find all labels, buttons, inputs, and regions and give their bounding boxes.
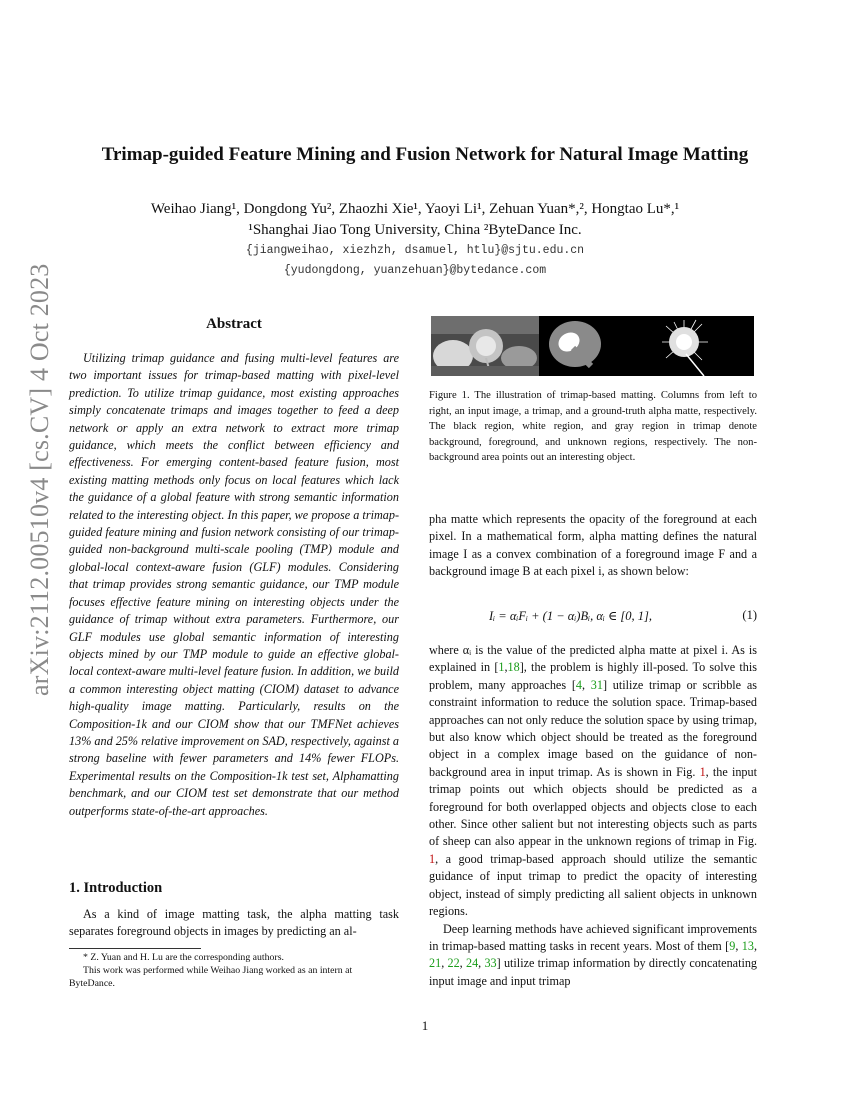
citation-link[interactable]: 22 <box>447 956 460 971</box>
body-paragraph-2: where αᵢ is the value of the predicted alpha matte at pixel i. As is explained in [1,18], the problem is highly ill-posed. To solve this problem, many approaches [4, 31] utilize trimap or scribble as constraint information to reduce the solution space. Trimap-based approaches can not only reduce the solution space by using trimap, but also know which object should be treated as the foreground object in a complex image based on the guidance of non-background area in input trimap. As is shown in Fig. 1, the input trimap points out which objects should be predicted as a foreground for both overlapped objects and objects close to each other. Since other salient but not interesting objects such as parts of sheep can also appear in the unknown regions of trimap in Fig. 1, a good trimap-based approach should utilize the semantic guidance of input trimap to predict the opacity of interesting object, instead of simply predicting all salient objects in unknown regions. <box>429 643 757 919</box>
text-run: where αᵢ is the value of the predicted alpha matte at pixel i. As is explained in [ <box>429 643 757 675</box>
footnote-corresponding: * Z. Yuan and H. Lu are the corresponding authors. <box>83 952 284 963</box>
text-run: , a good trimap-based approach should utilize the semantic guidance of input trimap to predict the opacity of interesting object, instead of simply predicting all salient objects in unknown regions. <box>429 851 757 919</box>
figure-reference-link[interactable]: 1 <box>699 764 706 779</box>
arxiv-stamp: arXiv:2112.00510v4 [cs.CV] 4 Oct 2023 <box>25 263 54 697</box>
text-run: ] utilize trimap information by directly concatenating input image and input trimap <box>429 956 758 988</box>
affiliations-line: ¹Shanghai Jiao Tong University, China ²ByteDance Inc. <box>248 222 582 238</box>
text-run: ], the problem is highly ill-posed. To solve this problem, many approaches [ <box>429 660 757 692</box>
introduction-heading: 1. Introduction <box>69 880 163 896</box>
abstract-text: Utilizing trimap guidance and fusing multi-level features are two important issues for trimap-based matting with pixel-level prediction. To utilize trimap guidance, most existing approaches simply concatenate trimaps and images together to feed a deep network or apply an extra network to extract more trimap guidance, which meets the conflict between efficiency and effectiveness. For emerging content-based feature fusion, most existing matting methods only focus on local features which lack the guidance of a global feature with strong semantic information related to the interesting object. In this paper, we propose a trimap-guided feature mining and fusion network consisting of our trimap-guided non-background multi-scale pooling (TMP) module and global-local context-aware fusion (GLF) modules. Considering that trimap provides strong semantic guidance, our TMP module focuses effective feature mining on interesting objects under the guidance of trimap without extra parameters. Furthermore, our GLF modules use global semantic information of interesting objects mined by our TMP module to guide an effective global-local context-aware multi-level feature fusion. In addition, we build a common interesting object matting (CIOM) dataset to advance high-quality image matting. Particularly, results on the Composition-1k and our CIOM show that our TMFNet achieves 13% and 25% relative improvement on SAD, respectively, against a strong baseline with fewer parameters and 14% fewer FLOPs. Experimental results on the Composition-1k test set, Alphamatting benchmark, and our CIOM test set demonstrate that our method outperforms state-of-the-art approaches. <box>69 351 400 818</box>
alpha-matte-panel <box>646 316 754 376</box>
page-number: 1 <box>421 1018 429 1033</box>
citation-link[interactable]: 31 <box>590 677 603 692</box>
abstract-heading: Abstract <box>206 316 262 332</box>
body-paragraph-1: pha matte which represents the opacity of the foreground at each pixel. In a mathematical form, alpha matting defines the natural image I as a convex combination of a foreground image F and a background image B at each pixel i, as shown below: <box>429 512 757 579</box>
equation-number: (1) <box>742 608 757 622</box>
citation-link[interactable]: 18 <box>507 660 520 675</box>
citation-link[interactable]: 1 <box>498 660 505 675</box>
body-paragraph-3: Deep learning methods have achieved significant improvements in trimap-based matting tasks in recent years. Most of them [9, 13, 21, 22, 24, 33] utilize trimap information by directly concatenating input image and input trimap <box>429 921 758 988</box>
input-image-panel <box>431 316 539 376</box>
footnotes <box>69 951 399 990</box>
author-block <box>0 199 830 281</box>
text-run: ] utilize trimap or scribble as constraint information to reduce the solution space. Trimap-based approaches can not only reduce the solution space by using trimap, but also know which object should be treated as the foreground object in a complex image based on the guidance of non-background area in input trimap. As is shown in Fig. <box>429 677 757 779</box>
email-line-1: {jiangweihao, xiezhzh, dsamuel, htlu}@sjtu.edu.cn <box>245 244 585 257</box>
email-line-2: {yudongdong, yuanzehuan}@bytedance.com <box>283 264 547 277</box>
citation-link[interactable]: 21 <box>429 956 442 971</box>
body-column-right <box>429 642 757 990</box>
text-run: , the input trimap points out which objects should be predicted as a foreground for both overlapped objects and objects close to each other. Since other salient but not interesting objects such as parts of sheep can also appear in the unknown regions of trimap in Fig. <box>429 764 757 849</box>
paper-title: Trimap-guided Feature Mining and Fusion Network for Natural Image Matting <box>101 144 749 165</box>
text-run: Deep learning methods have achieved significant improvements in trimap-based matting tasks in recent years. Most of them [ <box>429 921 757 953</box>
authors-line: Weihao Jiang¹, Dongdong Yu², Zhaozhi Xie¹, Yaoyi Li¹, Zehuan Yuan*,², Hongtao Lu*,¹ <box>150 201 680 217</box>
figure-reference-link[interactable]: 1 <box>429 851 436 866</box>
citation-link[interactable]: 13 <box>741 938 754 953</box>
trimap-panel <box>539 316 647 376</box>
footnote-rule <box>69 948 201 949</box>
figure-1-image <box>431 316 754 376</box>
equation-body: Iᵢ = αᵢFᵢ + (1 − αᵢ)Bᵢ, αᵢ ∈ [0, 1], <box>489 609 652 623</box>
footnote-internship: This work was performed while Weihao Jiang worked as an intern at ByteDance. <box>69 965 353 989</box>
figure-1-caption: Figure 1. The illustration of trimap-based matting. Columns from left to right, an input image, a trimap, and a ground-truth alpha matte, respectively. The black region, white region, and gray region in trimap denote background, foreground, and unknown regions, respectively. The non-background area points out an interesting object. <box>429 390 757 464</box>
citation-link[interactable]: 33 <box>484 956 497 971</box>
introduction-text: As a kind of image matting task, the alpha matting task separates foreground objects in images by predicting an al- <box>69 907 399 939</box>
citation-link[interactable]: 9 <box>729 938 736 953</box>
citation-link[interactable]: 4 <box>575 677 582 692</box>
citation-link[interactable]: 24 <box>465 956 479 971</box>
